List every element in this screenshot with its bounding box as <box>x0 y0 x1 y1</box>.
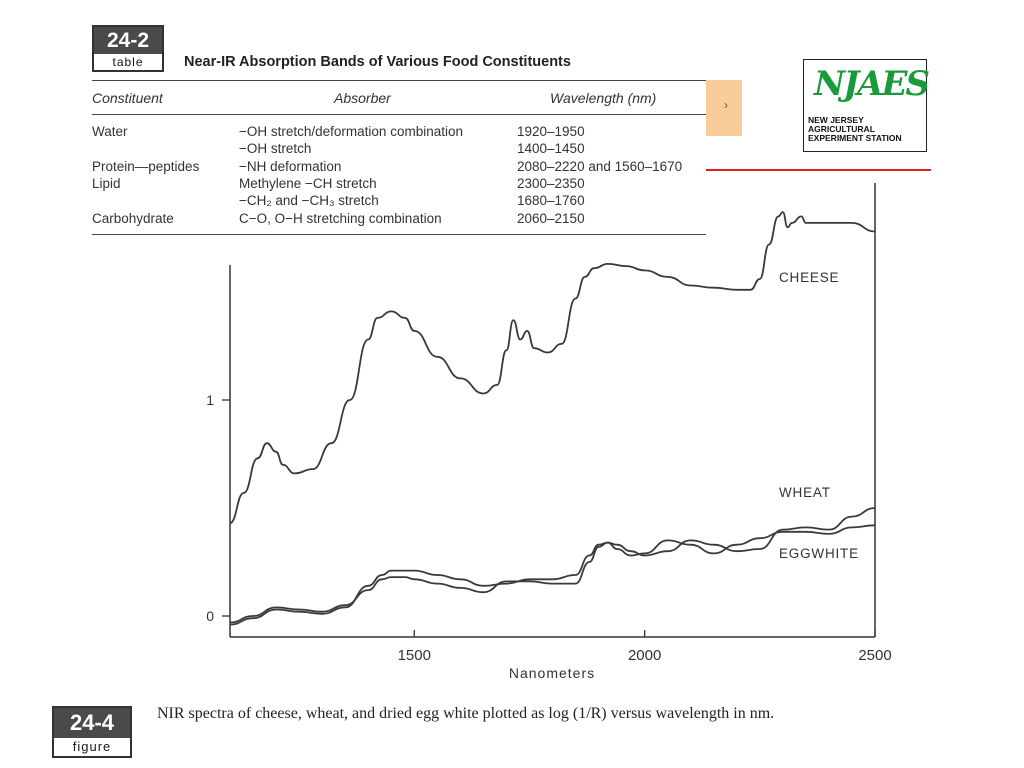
table-cell: C−O, O−H stretching combination <box>239 211 442 226</box>
table-cell: Methylene −CH stretch <box>239 176 377 191</box>
y-tick-label: 0 <box>206 608 214 624</box>
series-line-eggwhite <box>230 525 875 624</box>
table-cell: Lipid <box>92 176 121 191</box>
table-header-wavelength: Wavelength (nm) <box>550 90 657 106</box>
table-cell: 1400–1450 <box>517 141 585 156</box>
x-tick-label: 1500 <box>397 647 431 664</box>
table-cell: Carbohydrate <box>92 211 174 226</box>
figure-badge-word: figure <box>72 739 112 754</box>
table-cell: Protein—peptides <box>92 159 200 174</box>
table-cell: −OH stretch <box>239 141 312 156</box>
table-header-absorber: Absorber <box>334 90 391 106</box>
table-cell: 1680–1760 <box>517 193 585 208</box>
table-cell: Water <box>92 124 128 139</box>
table-cell: −CH₂ and −CH₃ stretch <box>239 193 379 208</box>
logo-mark: NJAES <box>814 64 929 104</box>
series-line-cheese <box>230 212 875 523</box>
table-cell: −NH deformation <box>239 159 342 174</box>
x-tick-label: 2000 <box>627 647 662 664</box>
table-cell: 2060–2150 <box>517 211 585 226</box>
table-title: Near-IR Absorption Bands of Various Food Constituents <box>184 54 571 70</box>
x-axis-label: Nanometers <box>508 665 596 681</box>
table-cell: 2080–2220 and 1560–1670 <box>517 159 683 174</box>
figure-badge-number: 24-4 <box>54 708 130 738</box>
cursor-mark-icon: › <box>724 98 728 112</box>
series-line-wheat <box>230 508 875 623</box>
table-header-constituent: Constituent <box>92 90 163 106</box>
series-label-cheese: CHEESE <box>779 270 840 285</box>
y-tick-label: 1 <box>206 392 214 408</box>
table-badge-word: table <box>94 54 162 70</box>
chart-axes <box>230 183 875 637</box>
table-cell: 2300–2350 <box>517 176 585 191</box>
figure-caption: NIR spectra of cheese, wheat, and dried egg white plotted as log (1/R) versus wavelength in nm. <box>157 705 775 722</box>
series-label-eggwhite: EGGWHITE <box>779 546 859 561</box>
logo-line: AGRICULTURAL <box>808 124 875 134</box>
series-label-wheat: WHEAT <box>779 485 831 500</box>
table-cell: −OH stretch/deformation combination <box>239 124 463 139</box>
x-tick-label: 2500 <box>858 647 892 664</box>
figure-badge <box>52 706 132 758</box>
table-cell: 1920–1950 <box>517 124 585 139</box>
logo-line: EXPERIMENT STATION <box>808 133 902 143</box>
logo-line: NEW JERSEY <box>808 115 864 125</box>
table-badge-number: 24-2 <box>94 27 162 54</box>
